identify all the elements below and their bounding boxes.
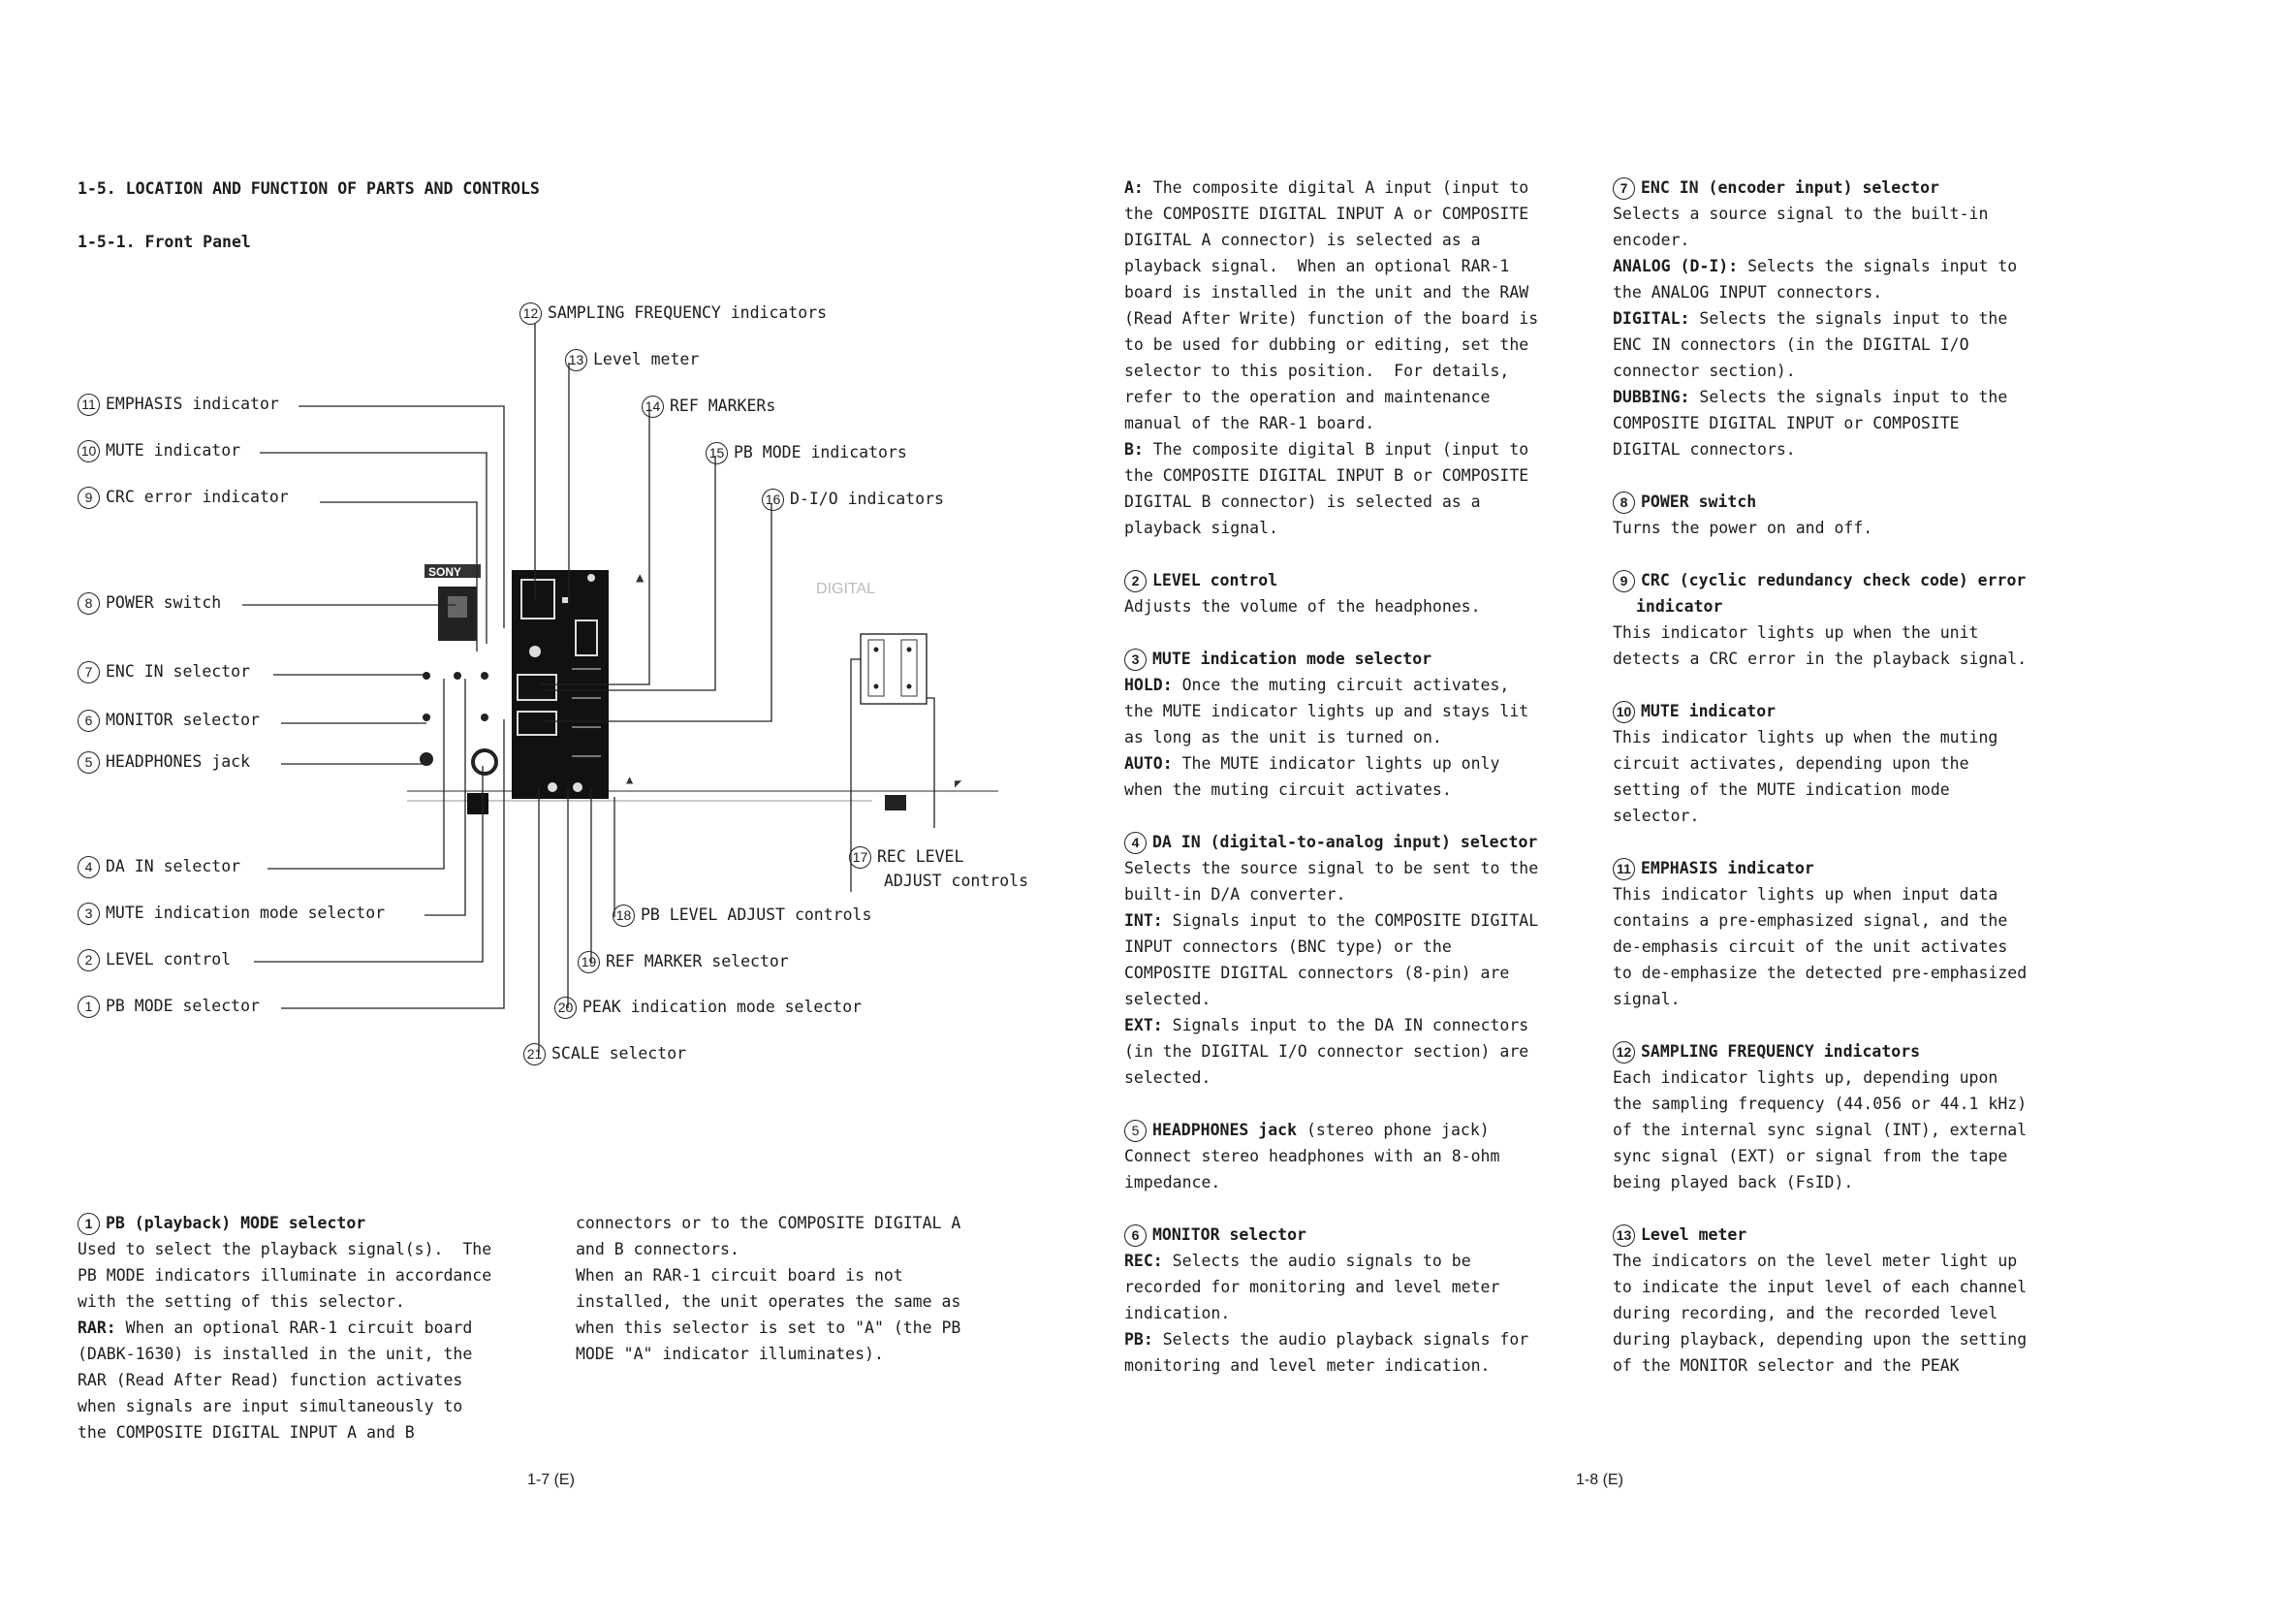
page-number-left: 1-7 (E) (527, 1472, 575, 1488)
callout-2: 2 LEVEL control (78, 948, 231, 971)
pb-mode-description-cont: connectors or to the COMPOSITE DIGITAL A and B connectors. When an RAR-1 circuit board is not installed, the unit operates the same as when this selector is set to "A" (the PB MODE "A" indicator illuminates). (576, 1214, 961, 1363)
mute-mode-heading: 3 MUTE indication mode selector (1124, 646, 1538, 672)
headphones-heading: 5 HEADPHONES jack (stereo phone jack) (1124, 1117, 1538, 1143)
callout-8: 8 POWER switch (78, 591, 221, 615)
callout-17-line2: ADJUST controls (884, 872, 1029, 890)
callout-11: 11 EMPHASIS indicator (78, 393, 279, 416)
level-meter-heading: 13 Level meter (1613, 1222, 2027, 1248)
callout-16: 16 D-I/O indicators (762, 488, 944, 511)
svg-text:▲: ▲ (626, 773, 634, 786)
section-title: 1-5. LOCATION AND FUNCTION OF PARTS AND CONTROLS (78, 179, 540, 198)
callout-20: 20 PEAK indication mode selector (554, 996, 862, 1019)
da-in-heading: 4 DA IN (digital-to-analog input) selector (1124, 829, 1538, 855)
emphasis-heading: 11 EMPHASIS indicator (1613, 855, 2027, 881)
callout-1: 1 PB MODE selector (78, 995, 260, 1018)
svg-text:▲: ▲ (636, 570, 645, 586)
callout-21: 21 SCALE selector (523, 1042, 686, 1065)
svg-text:◤: ◤ (955, 777, 962, 790)
callout-7: 7 ENC IN selector (78, 660, 250, 683)
callout-13: 13 Level meter (565, 348, 699, 371)
callout-6: 6 MONITOR selector (78, 709, 260, 732)
callout-4: 4 DA IN selector (78, 855, 240, 878)
power-heading: 8 POWER switch (1613, 489, 2027, 515)
sampling-heading: 12 SAMPLING FREQUENCY indicators (1613, 1038, 2027, 1064)
enc-in-heading: 7 ENC IN (encoder input) selector (1613, 175, 2027, 201)
callout-18: 18 PB LEVEL ADJUST controls (613, 904, 871, 927)
subsection-title: 1-5-1. Front Panel (78, 233, 251, 251)
mute-indicator-heading: 10 MUTE indicator (1613, 698, 2027, 724)
digital-mark: DIGITAL (816, 581, 876, 597)
callout-12: 12 SAMPLING FREQUENCY indicators (519, 302, 827, 325)
callout-15: 15 PB MODE indicators (706, 441, 907, 464)
callout-19: 19 REF MARKER selector (578, 950, 789, 973)
right-column-b: 7 ENC IN (encoder input) selector Selects a source signal to the built-in encoder. ANALOG (D-I): Selects the signals input to the ANALOG INPUT connectors. DIGITAL: Selects the signals input to the ENC IN connectors (in the DIGITAL I/O connector section). DUBBING: Selects the signals input to the COMPOSITE DIGITAL INPUT or COMPOSITE DIGITAL connectors. 8 POWER switch Turns the power on and off. 9 CRC (cyclic redundancy check code) error indicator This indicator lights up when the unit detects a CRC error in the playback signal. 10 MUTE indicator This indicator lights up when the muting circuit activates, depending upon the setting of the MUTE indication mode selector. 11 EMPHASIS indicator This indicator lights up when input data contains a pre-emphasized signal, and the de-emphasis circuit of the unit activates to de-emphasize the detected pre-emphasized signal. 12 SAMPLING FREQUENCY indicators Each indicator lights up, depending upon the sampling frequency (44.056 or 44.1 kHz) of the internal sync signal (INT), external sync signal (EXT) or signal from the tape being played back (FsID). 13 Level meter The indicators on the level meter light up to indicate the input level of each channel during recording, and the recorded level during playback, depending upon the setting of the MONITOR selector and the PEAK (1613, 175, 2027, 1379)
callout-10: 10 MUTE indicator (78, 439, 240, 462)
crc-heading: 9 CRC (cyclic redundancy check code) error (1613, 567, 2027, 593)
callout-5: 5 HEADPHONES jack (78, 750, 250, 774)
callout-3: 3 MUTE indication mode selector (78, 902, 385, 925)
pb-mode-description: 1 PB (playback) MODE selector Used to select the playback signal(s). The PB MODE indicators illuminate in accordance with the setting of this selector. RAR: When an optional RAR-1 circuit board (DABK-1630) is installed in the unit, the RAR (Read After Read) function activates when signals are input simultaneously to the COMPOSITE DIGITAL INPUT A and B (78, 1214, 492, 1442)
right-column-a: A: The composite digital A input (input to the COMPOSITE DIGITAL INPUT A or COMPOSITE DIGITAL A connector) is selected as a playback signal. When an optional RAR-1 board is installed in the unit and the RAW (Read After Write) function of the board is to be used for dubbing or editing, set the selector to this position. For details, refer to the operation and maintenance manual of the RAR-1 board. B: The composite digital B input (input to the COMPOSITE DIGITAL INPUT B or COMPOSITE DIGITAL B connector) is selected as a playback signal. 2 LEVEL control Adjusts the volume of the headphones. 3 MUTE indication mode selector HOLD: Once the muting circuit activates, the MUTE indicator lights up and stays lit as long as the unit is turned on. AUTO: The MUTE indicator lights up only when the muting circuit activates. 4 DA IN (digital-to-analog input) selector Selects the source signal to be sent to the built-in D/A converter. INT: Signals input to the COMPOSITE DIGITAL INPUT connectors (BNC type) or the COMPOSITE DIGITAL connectors (8-pin) are selected. EXT: Signals input to the DA IN connectors (in the DIGITAL I/O connector section) are selected. 5 HEADPHONES jack (stereo phone jack) Connect stereo headphones with an 8-ohm impedance. 6 MONITOR selector REC: Selects the audio signals to be recorded for monitoring and level meter indication. PB: Selects the audio playback signals for monitoring and level meter indication. (1124, 178, 1539, 1375)
front-panel-figure (0, 0, 1124, 1066)
sony-logo-text: SONY (428, 565, 462, 579)
level-control-heading: 2 LEVEL control (1124, 567, 1538, 593)
callout-9: 9 CRC error indicator (78, 486, 289, 509)
monitor-heading: 6 MONITOR selector (1124, 1222, 1538, 1248)
callout-14: 14 REF MARKERs (642, 395, 775, 418)
page-number-right: 1-8 (E) (1576, 1472, 1623, 1488)
callout-17: 17 REC LEVEL (849, 845, 963, 869)
